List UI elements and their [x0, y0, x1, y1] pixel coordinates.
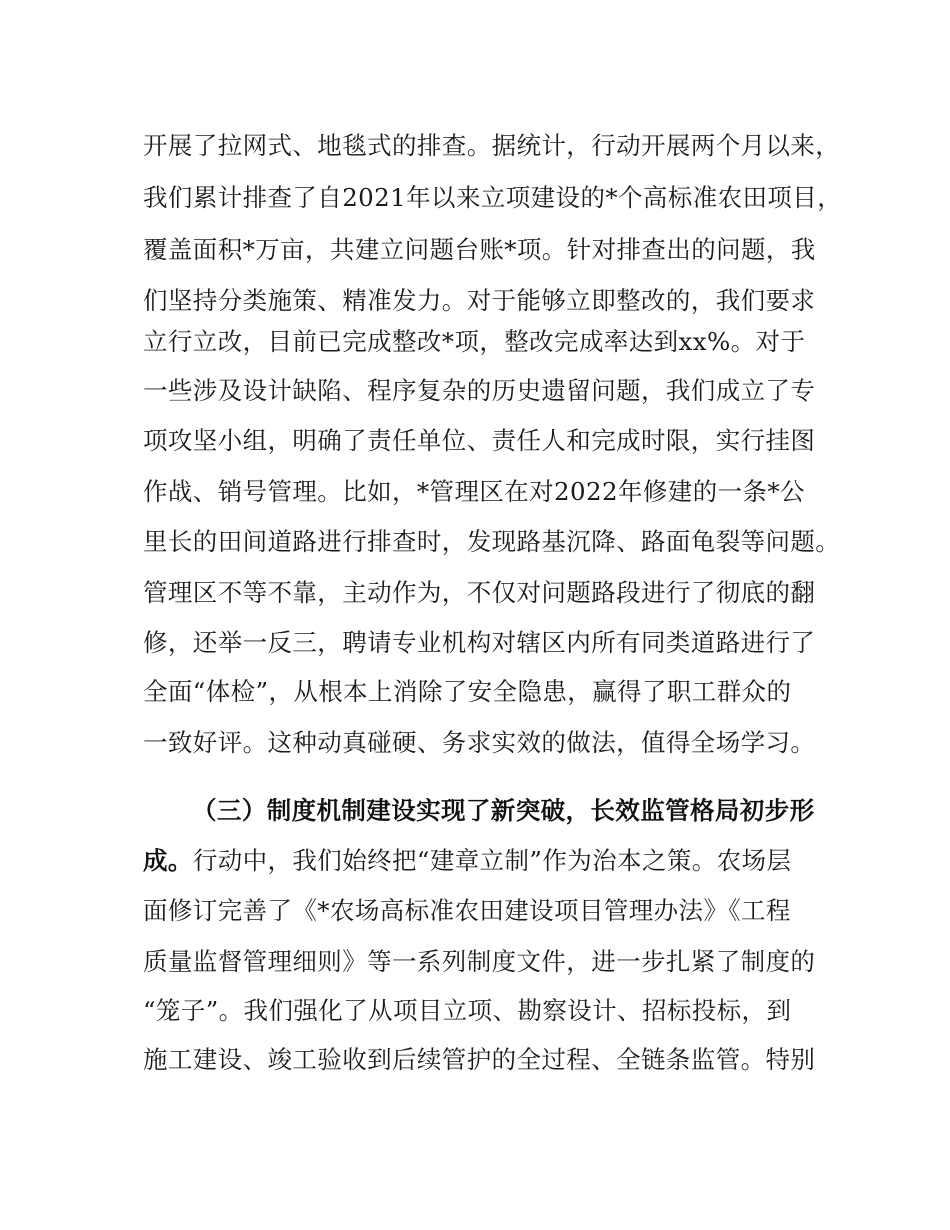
paragraph-line: 管理区不等不靠，主动作为，不仅对问题路段进行了彻底的翻	[143, 578, 816, 607]
paragraph-line: 我们累计排查了自2021年以来立项建设的*个高标准农田项目，	[143, 183, 843, 212]
paragraph-line: 施工建设、竣工验收到后续管护的全过程、全链条监管。特别	[143, 1045, 816, 1074]
paragraph-line: 面修订完善了《*农场高标准农田建设项目管理办法》《工程	[143, 896, 791, 925]
paragraph-line: 开展了拉网式、地毯式的排查。据统计，行动开展两个月以来，	[143, 131, 841, 160]
paragraph-line: 项攻坚小组，明确了责任单位、责任人和完成时限，实行挂图	[143, 426, 816, 455]
paragraph-line: 全面“体检”，从根本上消除了安全隐患，赢得了职工群众的	[143, 677, 792, 706]
paragraph-line	[143, 841, 791, 881]
paragraph-line: 质量监督管理细则》等一系列制度文件，进一步扎紧了制度的	[143, 947, 816, 976]
section-heading: （三）制度机制建设实现了新突破，长效监管格局初步形	[192, 796, 815, 825]
paragraph-line: 修，还举一反三，聘请专业机构对辖区内所有同类道路进行了	[143, 628, 816, 657]
section-heading-end: 成。	[143, 846, 193, 875]
paragraph-line: 们坚持分类施策、精准发力。对于能够立即整改的，我们要求	[143, 286, 816, 315]
paragraph-line: 覆盖面积*万亩，共建立问题台账*项。针对排查出的问题，我	[143, 235, 816, 264]
paragraph-text: 行动中，我们始终把“建章立制”作为治本之策。农场层	[192, 846, 792, 875]
paragraph-line: 里长的田间道路进行排查时，发现路基沉降、路面龟裂等问题。	[143, 527, 841, 556]
paragraph-line: 一致好评。这种动真碰硬、务求实效的做法，值得全场学习。	[143, 728, 816, 757]
paragraph-line: 一些涉及设计缺陷、程序复杂的历史遗留问题，我们成立了专	[143, 376, 816, 405]
paragraph-line: 作战、销号管理。比如，*管理区在对2022年修建的一条*公	[143, 477, 805, 506]
paragraph-line: 立行立改，目前已完成整改*项，整改完成率达到xx%。对于	[143, 327, 806, 356]
paragraph-line: “笼子”。我们强化了从项目立项、勘察设计、招标投标，到	[143, 996, 792, 1025]
